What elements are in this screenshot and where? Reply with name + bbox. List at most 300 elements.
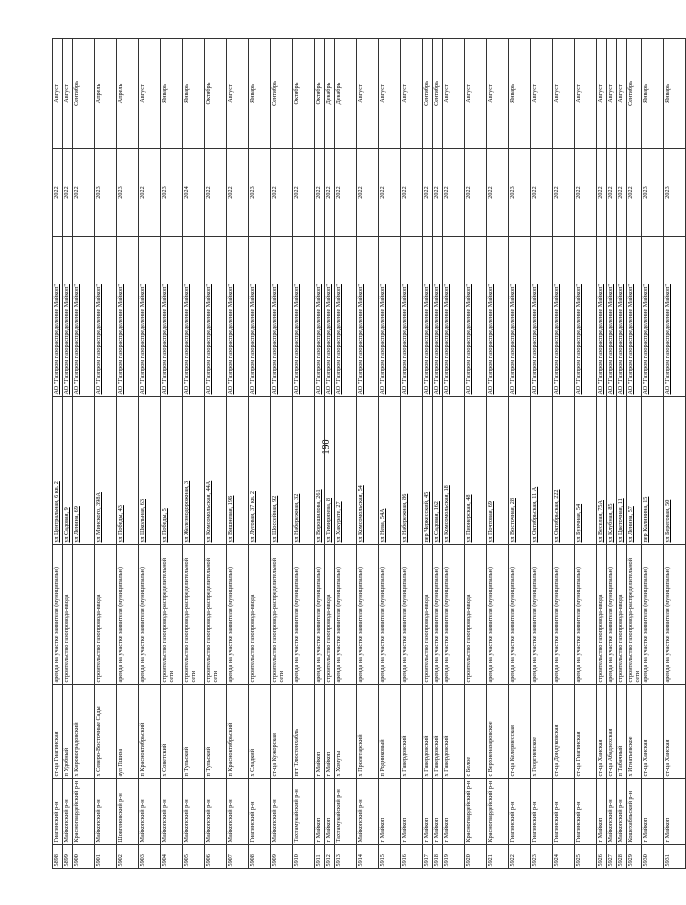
locality-cell: ст-ца Ханская (597, 685, 607, 779)
district-cell: Майкопский р-н (357, 779, 379, 845)
district-cell: г Майкоп (401, 779, 423, 845)
district-cell: г Майкоп (315, 779, 325, 845)
year-cell: 2022 (139, 149, 161, 237)
row-number: 5902 (117, 845, 139, 869)
locality-cell: п Красноктябрьский (227, 685, 249, 779)
month-cell: Август (607, 39, 617, 149)
address-cell: ул Октябрьская, 222 (553, 397, 575, 545)
table-row (315, 39, 325, 869)
work-type-cell: аренда на участке заявителя (муниципальн) (433, 545, 443, 685)
address-cell: ул Школьная, 63 (139, 397, 161, 545)
address-cell: ул Набережная, 32 (293, 397, 315, 545)
work-type-cell: аренда на участке заявителя (муниципальн) (139, 545, 161, 685)
address-cell: ул Садовая, 9 (63, 397, 73, 545)
locality-cell: ст-ца Дондуковская (553, 685, 575, 779)
district-cell: Майкопский р-н (95, 779, 117, 845)
table-row (465, 39, 487, 869)
organization-cell: АО "Газпром газораспределение Майкоп" (117, 237, 139, 397)
organization-cell: АО "Газпром газораспределение Майкоп" (423, 237, 433, 397)
row-number: 5910 (293, 845, 315, 869)
row-number: 5903 (139, 845, 161, 869)
table-row (161, 39, 183, 869)
address-cell: ул Ленина, 57 (627, 397, 642, 545)
locality-cell: аул Пшиза (117, 685, 139, 779)
locality-cell: с Верхненазаровское (487, 685, 509, 779)
organization-cell: АО "Газпром газораспределение Майкоп" (575, 237, 597, 397)
table-row (325, 39, 335, 869)
row-number: 5928 (617, 845, 627, 869)
month-cell: Август (139, 39, 161, 149)
district-cell: Майкопский р-н (139, 779, 161, 845)
locality-cell: х Хомуты (335, 685, 357, 779)
work-type-cell: строительство газопровода-ввода (617, 545, 627, 685)
year-cell: 2022 (325, 149, 335, 237)
work-type-cell: аренда на участке заявителя (муниципальн) (227, 545, 249, 685)
locality-cell: х Кировоградовский (73, 685, 95, 779)
address-cell: ул Комсомольская, 44А (205, 397, 227, 545)
month-cell: Сентябрь (271, 39, 293, 149)
row-number: 5919 (443, 845, 465, 869)
year-cell: 2023 (509, 149, 531, 237)
row-number: 5920 (465, 845, 487, 869)
work-type-cell: аренда на участке заявителя (муниципальн) (642, 545, 664, 685)
month-cell: Декабрь (325, 39, 335, 149)
district-cell: г Майкоп (423, 779, 433, 845)
year-cell: 2022 (357, 149, 379, 237)
work-type-cell: строительство газопровода-распределительной сети (271, 545, 293, 685)
organization-cell: АО "Газпром газораспределение Майкоп" (335, 237, 357, 397)
locality-cell: п Табачный (617, 685, 627, 779)
table-row (335, 39, 357, 869)
organization-cell: АО "Газпром газораспределение Майкоп" (293, 237, 315, 397)
work-type-cell: строительство газопровода-ввода (597, 545, 607, 685)
table-row (627, 39, 642, 869)
month-cell: Апрель (117, 39, 139, 149)
locality-cell: х Георгиевское (531, 685, 553, 779)
work-type-cell: аренда на участке заявителя (муниципальн) (53, 545, 63, 685)
year-cell: 2022 (617, 149, 627, 237)
year-cell: 2022 (607, 149, 617, 237)
address-cell: ул Бунчная, 54 (575, 397, 597, 545)
work-type-cell: строительство газопровода-распределительной сети (627, 545, 642, 685)
locality-cell: п Удобный (63, 685, 73, 779)
address-cell: ул Веселая, 75А (597, 397, 607, 545)
table-row (73, 39, 95, 869)
table-row (357, 39, 379, 869)
address-cell: ул Железнодорожная, 3 (183, 397, 205, 545)
address-cell: ул Луговая, 37 кв. 2 (249, 397, 271, 545)
row-number: 5926 (597, 845, 607, 869)
organization-cell: АО "Газпром газораспределение Майкоп" (664, 237, 686, 397)
address-cell: ул Ленина, 69 (73, 397, 95, 545)
address-cell: ул Комсомольская, 18 (443, 397, 465, 545)
year-cell: 2022 (531, 149, 553, 237)
month-cell: Август (553, 39, 575, 149)
organization-cell: АО "Газпром газораспределение Майкоп" (433, 237, 443, 397)
address-cell: ул Клубная, 85 (607, 397, 617, 545)
locality-cell: с Белое (465, 685, 487, 779)
year-cell: 2022 (443, 149, 465, 237)
work-type-cell: строительство газопровода-ввода (249, 545, 271, 685)
district-cell: г Майкоп (597, 779, 607, 845)
organization-cell: АО "Газпром газораспределение Майкоп" (531, 237, 553, 397)
year-cell: 2022 (401, 149, 423, 237)
organization-cell: АО "Газпром газораспределение Майкоп" (627, 237, 642, 397)
work-type-cell: аренда на участке заявителя (муниципальн) (509, 545, 531, 685)
table-row (117, 39, 139, 869)
table-row (487, 39, 509, 869)
month-cell: Сентябрь (433, 39, 443, 149)
year-cell: 2022 (63, 149, 73, 237)
organization-cell: АО "Газпром газораспределение Майкоп" (63, 237, 73, 397)
organization-cell: АО "Газпром газораспределение Майкоп" (183, 237, 205, 397)
table-row (531, 39, 553, 869)
locality-cell: х Игнатьевское (627, 685, 642, 779)
row-number: 5922 (509, 845, 531, 869)
address-cell: ул Победы, 43 (117, 397, 139, 545)
month-cell: Январь (509, 39, 531, 149)
locality-cell: п Тульский (183, 685, 205, 779)
district-cell: Тахтамукайский р-н (335, 779, 357, 845)
row-number: 5900 (73, 845, 95, 869)
locality-cell: х Гавердовский (433, 685, 443, 779)
locality-cell: ст-ца Ханская (664, 685, 686, 779)
table-row (575, 39, 597, 869)
month-cell: Август (597, 39, 607, 149)
district-cell: Майкопский р-н (63, 779, 73, 845)
locality-cell: х Гавердовский (423, 685, 433, 779)
locality-cell: г Майкоп (325, 685, 335, 779)
organization-cell: АО "Газпром газораспределение Майкоп" (509, 237, 531, 397)
locality-cell: х Сладкий (249, 685, 271, 779)
work-type-cell: аренда на участке заявителя (муниципальн) (487, 545, 509, 685)
row-number: 5914 (357, 845, 379, 869)
address-cell: ул Ворошилова, 261 (315, 397, 325, 545)
table-row (443, 39, 465, 869)
year-cell: 2022 (227, 149, 249, 237)
locality-cell: х Советский (161, 685, 183, 779)
address-cell: ул Вишневая, 19Б (227, 397, 249, 545)
address-cell: ул Цветочная, 11 (617, 397, 627, 545)
row-number: 5930 (642, 845, 664, 869)
row-number: 5906 (205, 845, 227, 869)
organization-cell: АО "Газпром газораспределение Майкоп" (315, 237, 325, 397)
row-number: 5907 (227, 845, 249, 869)
district-cell: Гиагинский р-н (53, 779, 63, 845)
district-cell: Майкопский р-н (271, 779, 293, 845)
table-row (293, 39, 315, 869)
district-cell: г Майкоп (325, 779, 335, 845)
address-cell: ул Минского, 398А (95, 397, 117, 545)
year-cell: 2022 (575, 149, 597, 237)
month-cell: Апрель (95, 39, 117, 149)
work-type-cell: аренда на участке заявителя (муниципальн) (401, 545, 423, 685)
organization-cell: АО "Газпром газораспределение Майкоп" (617, 237, 627, 397)
year-cell: 2023 (95, 149, 117, 237)
organization-cell: АО "Газпром газораспределение Майкоп" (53, 237, 63, 397)
organization-cell: АО "Газпром газораспределение Майкоп" (642, 237, 664, 397)
address-cell: пер Черкесский, 45 (423, 397, 433, 545)
row-number: 5924 (553, 845, 575, 869)
district-cell: Майкопский р-н (161, 779, 183, 845)
table-row (205, 39, 227, 869)
work-type-cell: аренда на участке заявителя (муниципальн) (117, 545, 139, 685)
rotated-table-wrapper (52, 39, 672, 869)
address-cell: ул Восточная, 28 (509, 397, 531, 545)
organization-cell: АО "Газпром газораспределение Майкоп" (597, 237, 607, 397)
table-row (227, 39, 249, 869)
table-row (139, 39, 161, 869)
month-cell: Декабрь (335, 39, 357, 149)
address-cell: ул Набережная, 86 (401, 397, 423, 545)
organization-cell: АО "Газпром газораспределение Майкоп" (95, 237, 117, 397)
table-row (553, 39, 575, 869)
district-cell: Гиагинский р-н (531, 779, 553, 845)
district-cell: Тахтамукайский р-н (293, 779, 315, 845)
district-cell: Майкопский р-н (205, 779, 227, 845)
year-cell: 2023 (664, 149, 686, 237)
month-cell: Август (531, 39, 553, 149)
organization-cell: АО "Газпром газораспределение Майкоп" (271, 237, 293, 397)
month-cell: Январь (642, 39, 664, 149)
organization-cell: АО "Газпром газораспределение Майкоп" (607, 237, 617, 397)
work-type-cell: аренда на участке заявителя (муниципальн) (553, 545, 575, 685)
month-cell: Январь (664, 39, 686, 149)
address-cell: ул Пионерская, 48 (465, 397, 487, 545)
table-row (617, 39, 627, 869)
district-cell: г Майкоп (443, 779, 465, 845)
table-row (249, 39, 271, 869)
month-cell: Август (443, 39, 465, 149)
row-number: 5918 (433, 845, 443, 869)
organization-cell: АО "Газпром газораспределение Майкоп" (161, 237, 183, 397)
locality-cell: х Северо-Восточные Сады (95, 685, 117, 779)
year-cell: 2022 (205, 149, 227, 237)
district-cell: Гиагинский р-н (575, 779, 597, 845)
work-type-cell: строительство газопровода-ввода (325, 545, 335, 685)
table-row (597, 39, 607, 869)
row-number: 5904 (161, 845, 183, 869)
district-cell: Майкопский р-н (183, 779, 205, 845)
address-cell: ул Нева, 54А (379, 397, 401, 545)
address-cell: ул Береговая, 50 (664, 397, 686, 545)
locality-cell: г Майкоп (315, 685, 325, 779)
work-type-cell: аренда на участке заявителя (муниципальн) (335, 545, 357, 685)
month-cell: Январь (183, 39, 205, 149)
address-cell: ул Центральная, 6 кв. 2 (53, 397, 63, 545)
year-cell: 2022 (53, 149, 63, 237)
work-type-cell: аренда на участке заявителя (муниципальн) (531, 545, 553, 685)
year-cell: 2024 (183, 149, 205, 237)
row-number: 5911 (315, 845, 325, 869)
row-number: 5898 (53, 845, 63, 869)
organization-cell: АО "Газпром газораспределение Майкоп" (73, 237, 95, 397)
month-cell: Август (575, 39, 597, 149)
work-type-cell: строительство газопровода-ввода (63, 545, 73, 685)
year-cell: 2022 (73, 149, 95, 237)
table-row (95, 39, 117, 869)
work-type-cell: строительство газопровода-распределительной сети (205, 545, 227, 685)
row-number: 5913 (335, 845, 357, 869)
row-number: 5916 (401, 845, 423, 869)
work-type-cell: аренда на участке заявителя (муниципальн) (293, 545, 315, 685)
organization-cell: АО "Газпром газораспределение Майкоп" (465, 237, 487, 397)
year-cell: 2022 (465, 149, 487, 237)
work-type-cell: строительство газопровода-ввода (423, 545, 433, 685)
year-cell: 2022 (423, 149, 433, 237)
month-cell: Август (465, 39, 487, 149)
month-cell: Август (227, 39, 249, 149)
month-cell: Сентябрь (423, 39, 433, 149)
row-number: 5908 (249, 845, 271, 869)
work-type-cell: аренда на участке заявителя (муниципальн) (315, 545, 325, 685)
row-number: 5931 (664, 845, 686, 869)
table-row (509, 39, 531, 869)
district-cell: Красногвардейский р-н (487, 779, 509, 845)
month-cell: Август (53, 39, 63, 149)
locality-cell: п Родниковый (379, 685, 401, 779)
district-cell: Гиагинский р-н (249, 779, 271, 845)
district-cell: Майкопский р-н (607, 779, 617, 845)
month-cell: Август (401, 39, 423, 149)
address-cell: ул Хакурате, 27 (335, 397, 357, 545)
address-cell: ул Октябрьская, 11 А (531, 397, 553, 545)
table-body (53, 39, 686, 869)
table-row (664, 39, 686, 869)
district-cell: Майкопский р-н (227, 779, 249, 845)
district-cell: Красногвардейский р-н (465, 779, 487, 845)
district-cell: Шовгеновский р-н (117, 779, 139, 845)
year-cell: 2023 (161, 149, 183, 237)
page-number: 190 (321, 439, 332, 455)
month-cell: Октябрь (205, 39, 227, 149)
month-cell: Январь (249, 39, 271, 149)
year-cell: 2022 (271, 149, 293, 237)
organization-cell: АО "Газпром газораспределение Майкоп" (487, 237, 509, 397)
district-cell: Кошехабльский р-н (627, 779, 642, 845)
row-number: 5899 (63, 845, 73, 869)
address-cell: ул Садовая, 162 (433, 397, 443, 545)
work-type-cell (73, 545, 95, 685)
year-cell: 2022 (379, 149, 401, 237)
locality-cell: ст-ца Ханская (642, 685, 664, 779)
table-row (183, 39, 205, 869)
locality-cell: пгт Тлюстенхабль (293, 685, 315, 779)
locality-cell: ст-ца Гиагинская (575, 685, 597, 779)
district-cell: г Майкоп (433, 779, 443, 845)
organization-cell: АО "Газпром газораспределение Майкоп" (401, 237, 423, 397)
locality-cell: х Гавердовский (401, 685, 423, 779)
row-number: 5909 (271, 845, 293, 869)
row-number: 5927 (607, 845, 617, 869)
work-type-cell: строительство газопровода-распределительной сети (183, 545, 205, 685)
work-type-cell: аренда на участке заявителя (муниципальн) (357, 545, 379, 685)
organization-cell: АО "Газпром газораспределение Майкоп" (325, 237, 335, 397)
year-cell: 2022 (627, 149, 642, 237)
table-row (271, 39, 293, 869)
district-cell: г Майкоп (642, 779, 664, 845)
row-number: 5917 (423, 845, 433, 869)
year-cell: 2022 (315, 149, 325, 237)
organization-cell: АО "Газпром газораспределение Майкоп" (249, 237, 271, 397)
address-cell: пер Калинина, 15 (642, 397, 664, 545)
month-cell: Сентябрь (73, 39, 95, 149)
organization-cell: АО "Газпром газораспределение Майкоп" (553, 237, 575, 397)
month-cell: Октябрь (293, 39, 315, 149)
year-cell: 2023 (249, 149, 271, 237)
table-row (63, 39, 73, 869)
work-type-cell: аренда на участке заявителя (муниципальн) (607, 545, 617, 685)
table-row (401, 39, 423, 869)
organization-cell: АО "Газпром газораспределение Майкоп" (139, 237, 161, 397)
row-number: 5905 (183, 845, 205, 869)
table-row (423, 39, 433, 869)
year-cell: 2022 (293, 149, 315, 237)
year-cell: 2022 (433, 149, 443, 237)
work-type-cell: строительство газопровода-распределительной сети (161, 545, 183, 685)
district-cell: Гиагинский р-н (509, 779, 531, 845)
district-cell: г Майкоп (379, 779, 401, 845)
locality-cell: ст-ца Гиагинская (53, 685, 63, 779)
month-cell: Сентябрь (627, 39, 642, 149)
locality-cell: ст-ца Келермесская (509, 685, 531, 779)
locality-cell: х Гавердовский (443, 685, 465, 779)
work-type-cell: строительство газопровода-ввода (95, 545, 117, 685)
organization-cell: АО "Газпром газораспределение Майкоп" (379, 237, 401, 397)
month-cell: Август (487, 39, 509, 149)
month-cell: Август (357, 39, 379, 149)
month-cell: Август (617, 39, 627, 149)
table-row (433, 39, 443, 869)
address-cell: ул Победы, 5 (161, 397, 183, 545)
work-type-cell: аренда на участке заявителя (муниципальн) (379, 545, 401, 685)
locality-cell: ст-ца Кужорская (271, 685, 293, 779)
locality-cell: х Пролетарский (357, 685, 379, 779)
table-row (53, 39, 63, 869)
locality-cell: п Красноктябрьский (139, 685, 161, 779)
table-row (642, 39, 664, 869)
gas-connection-table (52, 38, 686, 869)
district-cell: Красногвардейский р-н (73, 779, 95, 845)
organization-cell: АО "Газпром газораспределение Майкоп" (443, 237, 465, 397)
work-type-cell: аренда на участке заявителя (муниципальн) (575, 545, 597, 685)
district-cell: г Майкоп (664, 779, 686, 845)
table-row (607, 39, 617, 869)
locality-cell: п Тульский (205, 685, 227, 779)
row-number: 5925 (575, 845, 597, 869)
organization-cell: АО "Газпром газораспределение Майкоп" (227, 237, 249, 397)
month-cell: Август (63, 39, 73, 149)
year-cell: 2023 (117, 149, 139, 237)
row-number: 5912 (325, 845, 335, 869)
address-cell: ул Тимирязева, 8 (325, 397, 335, 545)
row-number: 5929 (627, 845, 642, 869)
address-cell: ул Комсомольская, 54 (357, 397, 379, 545)
row-number: 5915 (379, 845, 401, 869)
work-type-cell: строительство газопровода-ввода (465, 545, 487, 685)
work-type-cell: аренда на участке заявителя (муниципальн) (664, 545, 686, 685)
year-cell: 2022 (597, 149, 607, 237)
work-type-cell: аренда на участке заявителя (муниципальн) (443, 545, 465, 685)
address-cell: ул Почтовая, 69 (487, 397, 509, 545)
locality-cell: ст-ца Абадзехская (607, 685, 617, 779)
month-cell: Август (379, 39, 401, 149)
row-number: 5921 (487, 845, 509, 869)
year-cell: 2022 (553, 149, 575, 237)
row-number: 5901 (95, 845, 117, 869)
district-cell: Майкопский р-н (617, 779, 627, 845)
organization-cell: АО "Газпром газораспределение Майкоп" (357, 237, 379, 397)
